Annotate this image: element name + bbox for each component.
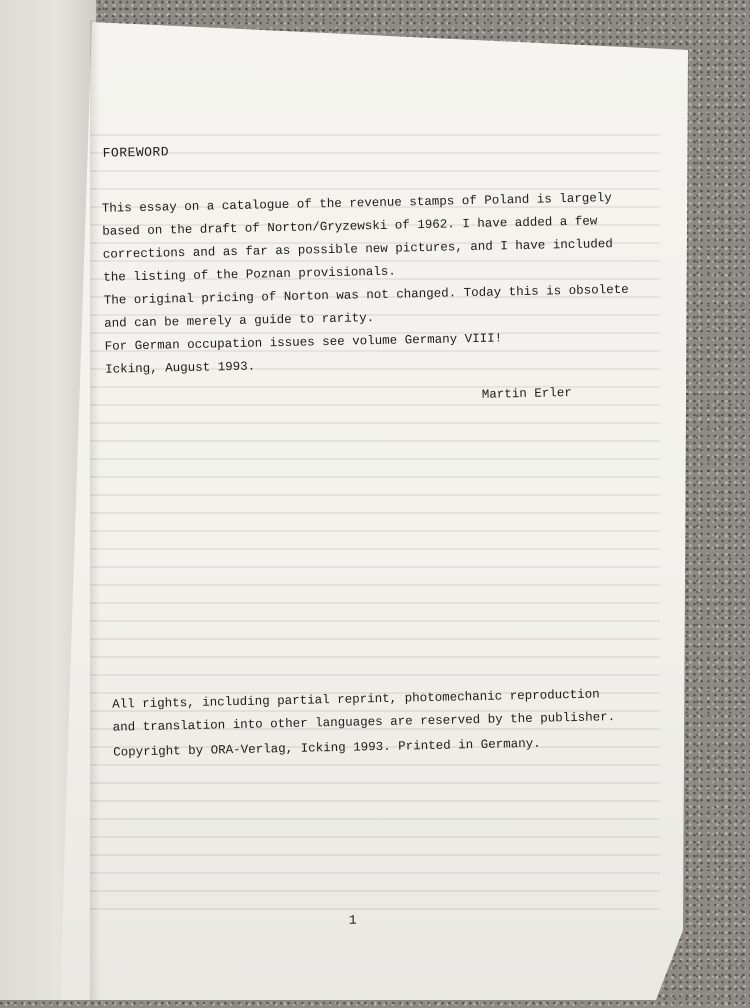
foreword-line: The original pricing of Norton was not changed. Today this is obsolete: [103, 282, 629, 308]
foreword-line: For German occupation issues see volume Germany VIII!: [104, 331, 503, 354]
page-number: 1: [348, 912, 357, 928]
foreword-line: corrections and as far as possible new pictures, and I have included: [102, 237, 613, 262]
rights-line: and translation into other languages are reserved by the publisher.: [112, 710, 616, 735]
foreword-line: and can be merely a guide to rarity.: [104, 311, 375, 331]
foreword-line: based on the draft of Norton/Gryzewski of 1962. I have added a few: [102, 214, 598, 239]
page-title: FOREWORD: [102, 144, 170, 161]
copyright-line: Copyright by ORA-Verlag, Icking 1993. Printed in Germany.: [113, 736, 541, 760]
author-signature: Martin Erler: [481, 385, 572, 402]
foreword-line: the listing of the Poznan provisionals.: [103, 264, 396, 285]
place-date-line: Icking, August 1993.: [105, 359, 256, 377]
rights-line: All rights, including partial reprint, photomechanic reproduction: [112, 687, 600, 712]
foreword-line: This essay on a catalogue of the revenue stamps of Poland is largely: [101, 191, 612, 216]
